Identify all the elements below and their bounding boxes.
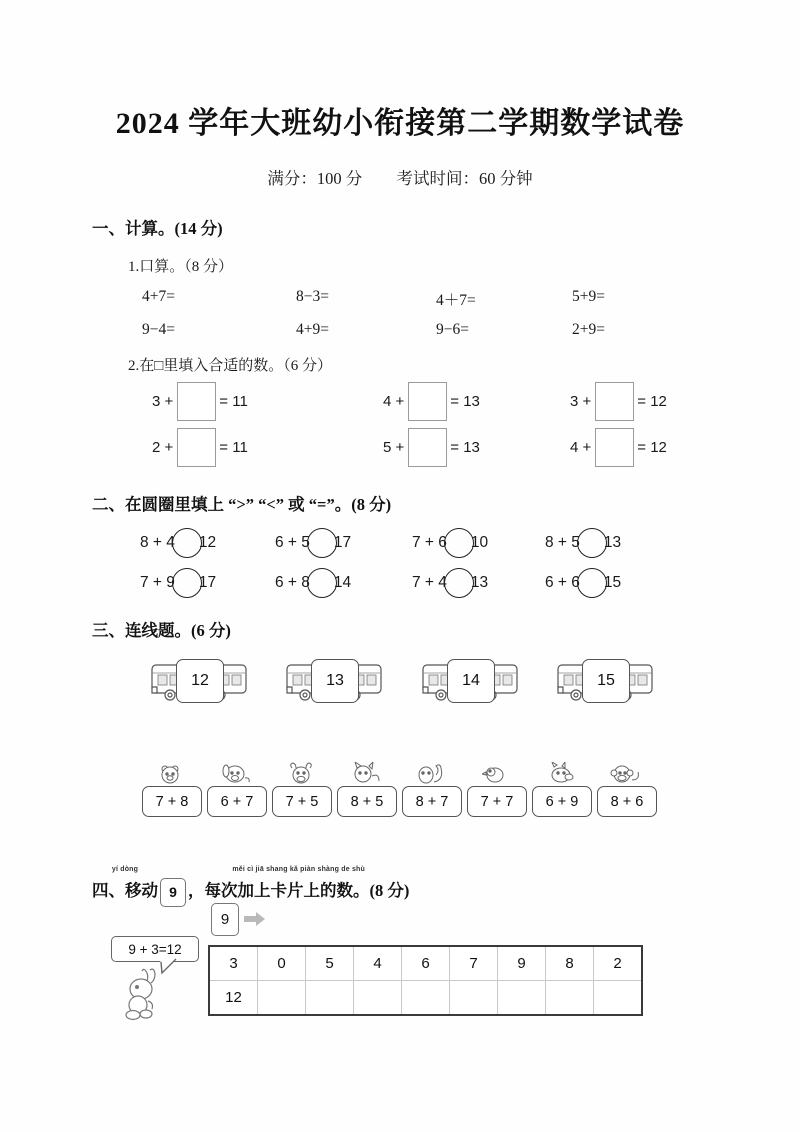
- card-expression: 7 + 8: [142, 786, 202, 817]
- compare-problem: [275, 568, 351, 598]
- fill-lead: 3 +: [570, 393, 592, 410]
- compare-right: 17: [333, 534, 352, 551]
- card-expression: 8 + 7: [402, 786, 462, 817]
- animal-card[interactable]: [142, 760, 200, 817]
- compare-left: 7 + 4: [412, 574, 447, 591]
- fill-tail: = 12: [637, 393, 667, 410]
- section-4-heading-part2: ，每次加上卡片上的数。(8 分): [188, 881, 410, 900]
- section-2-heading: 二、在圆圈里填上 “>” “<” 或 “=”。(8 分): [92, 495, 392, 514]
- compare-left: 7 + 9: [140, 574, 175, 591]
- oral-problem: 4+9=: [296, 321, 329, 338]
- animal-card[interactable]: [467, 760, 525, 817]
- fill-blank-problem: [152, 382, 248, 421]
- oral-problem: 5+9=: [572, 288, 605, 305]
- fill-tail: = 12: [637, 439, 667, 456]
- answer-box[interactable]: [177, 428, 216, 467]
- section-4-heading: [92, 866, 410, 907]
- speech-bubble: 9 + 3=12: [111, 936, 199, 962]
- card-expression: 8 + 6: [597, 786, 657, 817]
- table-cell: 6: [402, 946, 450, 981]
- compare-problem: [275, 528, 351, 558]
- table-cell: 8: [546, 946, 594, 981]
- answer-circle[interactable]: [172, 528, 202, 558]
- answer-cell[interactable]: [354, 981, 402, 1016]
- fill-tail: = 11: [219, 439, 248, 456]
- compare-right: 13: [603, 534, 622, 551]
- compare-right: 17: [198, 574, 217, 591]
- exam-time-label: 考试时间：60 分钟: [396, 169, 533, 188]
- table-row: [209, 981, 642, 1016]
- answer-circle[interactable]: [172, 568, 202, 598]
- answer-circle[interactable]: [307, 568, 337, 598]
- table-cell: 2: [594, 946, 643, 981]
- fill-tail: = 13: [450, 439, 480, 456]
- oral-problem: 2+9=: [572, 321, 605, 338]
- answer-cell[interactable]: [306, 981, 354, 1016]
- table-row: [209, 946, 642, 981]
- pinyin-move: yí dòng: [111, 866, 139, 873]
- addition-table: [208, 945, 643, 1016]
- compare-right: 15: [603, 574, 622, 591]
- section-4-heading-part1: 四、移动: [92, 881, 158, 900]
- compare-problem: [412, 528, 488, 558]
- card-expression: 7 + 5: [272, 786, 332, 817]
- bear-icon: [142, 760, 200, 786]
- bus-number: 14: [447, 659, 495, 703]
- table-cell: 9: [498, 946, 546, 981]
- answer-cell[interactable]: [402, 981, 450, 1016]
- answer-cell[interactable]: [546, 981, 594, 1016]
- bus-item[interactable]: [283, 657, 387, 705]
- animal-card[interactable]: [402, 760, 460, 817]
- fill-blank-problem: [383, 428, 480, 467]
- section-1-sub-1-heading: 1.口算。（8 分）: [128, 259, 234, 275]
- compare-problem: [140, 568, 216, 598]
- section-1-heading: 一、计算。(14 分): [92, 219, 223, 238]
- fill-blank-problem: [383, 382, 480, 421]
- oral-problem: 9−4=: [142, 321, 175, 338]
- cat-icon: [337, 760, 395, 786]
- card-expression: 6 + 9: [532, 786, 592, 817]
- rabbit-icon: [120, 967, 172, 1025]
- answer-circle[interactable]: [444, 528, 474, 558]
- dog-icon: [207, 760, 265, 786]
- fill-lead: 4 +: [570, 439, 592, 456]
- arrow-right-icon: [244, 911, 266, 927]
- bird-icon: [467, 760, 525, 786]
- answer-circle[interactable]: [307, 528, 337, 558]
- animal-card[interactable]: [337, 760, 395, 817]
- fill-tail: = 13: [450, 393, 480, 410]
- fill-blank-problem: [570, 428, 667, 467]
- card-expression: 8 + 5: [337, 786, 397, 817]
- table-cell: 3: [209, 946, 258, 981]
- answer-cell[interactable]: [594, 981, 643, 1016]
- compare-right: 14: [333, 574, 352, 591]
- pinyin-rest: měi cì jiā shang kǎ piàn shàng de shù: [232, 866, 366, 873]
- full-score-label: 满分：100 分: [267, 169, 363, 188]
- answer-circle[interactable]: [577, 528, 607, 558]
- table-cell: 4: [354, 946, 402, 981]
- answer-cell[interactable]: [450, 981, 498, 1016]
- bus-item[interactable]: [148, 657, 252, 705]
- fill-lead: 5 +: [383, 439, 405, 456]
- section-1-sub-2-heading: 2.在□里填入合适的数。（6 分）: [128, 358, 333, 374]
- answer-box[interactable]: [595, 382, 634, 421]
- oral-problem: 4+7=: [142, 288, 175, 305]
- compare-left: 8 + 4: [140, 534, 175, 551]
- answer-cell[interactable]: [498, 981, 546, 1016]
- bus-item[interactable]: [419, 657, 523, 705]
- inline-number-card: 9: [160, 878, 186, 907]
- animal-card[interactable]: [597, 760, 655, 817]
- bus-number: 12: [176, 659, 224, 703]
- compare-problem: [140, 528, 216, 558]
- animal-card[interactable]: [532, 760, 590, 817]
- oral-problem: 9−6=: [436, 321, 469, 338]
- horse-icon: [532, 760, 590, 786]
- rest-text-with-pinyin: [188, 866, 410, 901]
- card-expression: 7 + 7: [467, 786, 527, 817]
- compare-left: 7 + 6: [412, 534, 447, 551]
- move-text-with-pinyin: [92, 866, 158, 901]
- exam-meta: [0, 165, 800, 189]
- fill-lead: 4 +: [383, 393, 405, 410]
- answer-cell[interactable]: [258, 981, 306, 1016]
- answer-box[interactable]: [408, 428, 447, 467]
- oral-problem: 8−3=: [296, 288, 329, 305]
- fill-lead: 3 +: [152, 393, 174, 410]
- compare-right: 12: [198, 534, 217, 551]
- bus-number: 15: [582, 659, 630, 703]
- bus-number: 13: [311, 659, 359, 703]
- fill-blank-problem: [152, 428, 248, 467]
- bus-item[interactable]: [554, 657, 658, 705]
- animal-card[interactable]: [272, 760, 330, 817]
- compare-problem: [545, 528, 621, 558]
- section-3-heading: 三、连线题。(6 分): [92, 621, 231, 640]
- squirrel-icon: [402, 760, 460, 786]
- compare-problem: [412, 568, 488, 598]
- answer-box[interactable]: [177, 382, 216, 421]
- cow-icon: [272, 760, 330, 786]
- compare-left: 6 + 8: [275, 574, 310, 591]
- card-expression: 6 + 7: [207, 786, 267, 817]
- compare-left: 6 + 6: [545, 574, 580, 591]
- table-cell: 5: [306, 946, 354, 981]
- answer-circle[interactable]: [444, 568, 474, 598]
- fill-tail: = 11: [219, 393, 248, 410]
- table-cell: 7: [450, 946, 498, 981]
- answer-box[interactable]: [595, 428, 634, 467]
- compare-right: 13: [470, 574, 489, 591]
- start-number-card[interactable]: 9: [211, 903, 239, 936]
- answer-cell[interactable]: 12: [209, 981, 258, 1016]
- fill-blank-problem: [570, 382, 667, 421]
- animal-card[interactable]: [207, 760, 265, 817]
- table-cell: 0: [258, 946, 306, 981]
- answer-circle[interactable]: [577, 568, 607, 598]
- fill-lead: 2 +: [152, 439, 174, 456]
- compare-problem: [545, 568, 621, 598]
- monkey-icon: [597, 760, 655, 786]
- page-title: 2024 学年大班幼小衔接第二学期数学试卷: [115, 107, 685, 140]
- compare-right: 10: [470, 534, 489, 551]
- answer-box[interactable]: [408, 382, 447, 421]
- compare-left: 8 + 5: [545, 534, 580, 551]
- compare-left: 6 + 5: [275, 534, 310, 551]
- oral-problem: 4＋7=: [436, 292, 476, 309]
